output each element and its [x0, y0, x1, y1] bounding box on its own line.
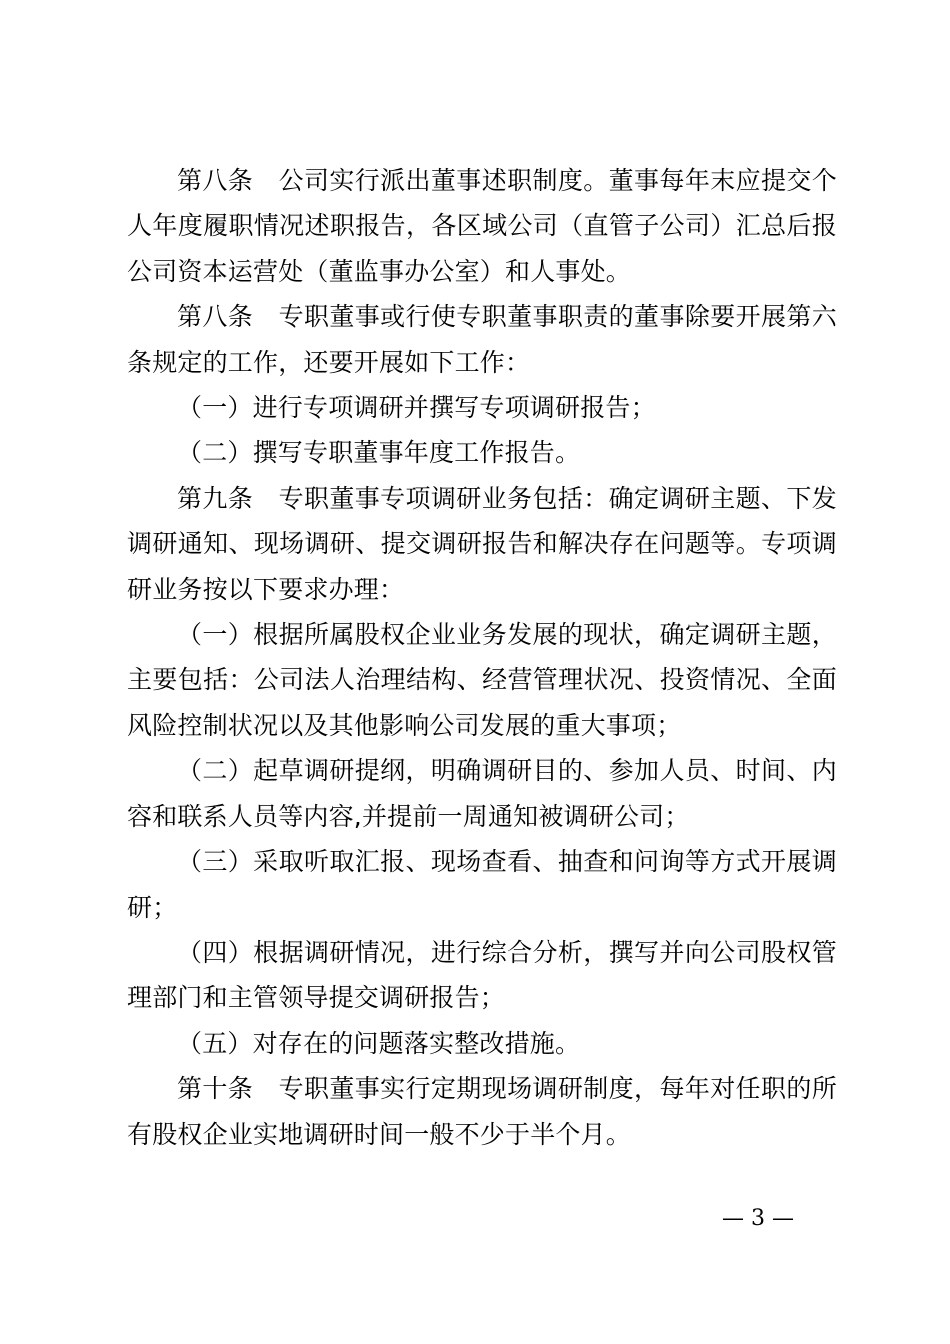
article-9-item-4: （四）根据调研情况，进行综合分析，撰写并向公司股权管理部门和主管领导提交调研报告； — [127, 937, 837, 1013]
page-number: — 3 — — [722, 1206, 794, 1231]
article-9-item-3: （三）采取听取汇报、现场查看、抽查和问询等方式开展调研； — [127, 847, 837, 922]
article-9-item-2: （二）起草调研提纲，明确调研目的、参加人员、时间、内容和联系人员等内容,并提前一周通知被调研公司； — [127, 756, 837, 831]
document-body — [127, 158, 837, 1157]
article-8-paragraph: 第八条 公司实行派出董事述职制度。董事每年末应提交个人年度履职情况述职报告，各区域公司（直管子公司）汇总后报公司资本运营处（董监事办公室）和人事处。 — [127, 166, 837, 286]
article-9-paragraph: 第九条 专职董事专项调研业务包括：确定调研主题、下发调研通知、现场调研、提交调研报告和解决存在问题等。专项调研业务按以下要求办理： — [127, 483, 837, 604]
article-8b-item-2: （二）撰写专职董事年度工作报告。 — [177, 438, 581, 468]
article-8b-paragraph: 第八条 专职董事或行使专职董事职责的董事除要开展第六条规定的工作，还要开展如下工作： — [127, 302, 837, 377]
article-9-item-5: （五）对存在的问题落实整改措施。 — [177, 1028, 581, 1058]
article-10-paragraph: 第十条 专职董事实行定期现场调研制度，每年对任职的所有股权企业实地调研时间一般不少于半个月。 — [127, 1074, 837, 1149]
article-8b-item-1: （一）进行专项调研并撰写专项调研报告； — [177, 393, 656, 423]
article-9-item-1: （一）根据所属股权企业业务发展的现状，确定调研主题，主要包括：公司法人治理结构、经营管理状况、投资情况、全面风险控制状况以及其他影响公司发展的重大事项； — [127, 620, 837, 740]
